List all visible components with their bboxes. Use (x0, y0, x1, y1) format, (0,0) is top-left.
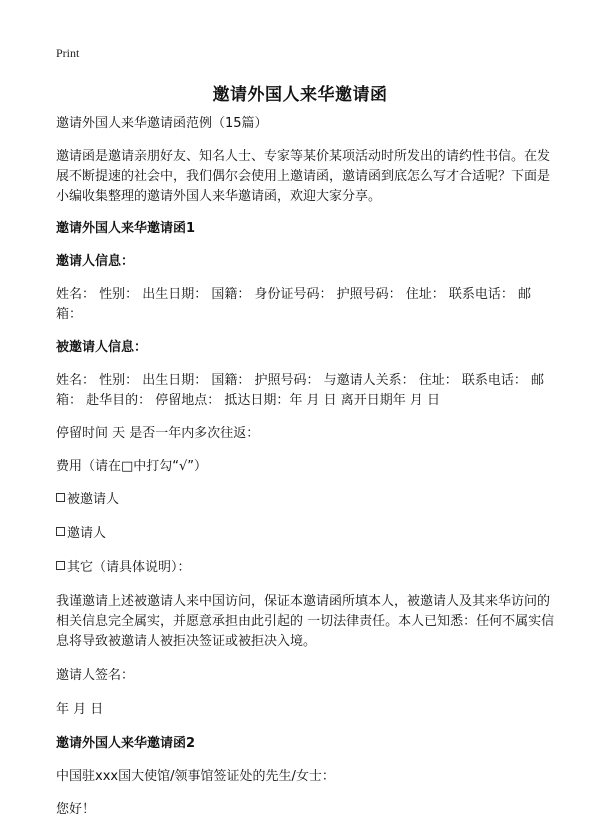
inviter-info-fields: 姓名： 性别： 出生日期： 国籍： 身份证号码： 护照号码： 住址： 联系电话： 邮箱： (56, 287, 532, 322)
section-heading-1: 邀请外国人来华邀请函1 (56, 221, 196, 236)
intro-paragraph: 邀请函是邀请亲朋好友、知名人士、专家等某价某项活动时所发出的请约性书信。在发展不断提速的社会中，我们偶尔会使用上邀请函，邀请函到底怎么写才合适呢？下面是小编收集整理的邀请外国人来华邀请函，欢迎大家分享。 (56, 149, 551, 204)
invitee-info-label: 被邀请人信息： (56, 340, 148, 355)
signature-line: 邀请人签名： (56, 668, 135, 683)
stay-duration-line: 停留时间 天 是否一年内多次往返： (56, 426, 260, 441)
fee-line: 费用（请在□中打勾“√”） (56, 459, 208, 474)
document-subtitle: 邀请外国人来华邀请函范例（15篇） (56, 116, 268, 131)
document-body (56, 114, 556, 833)
document-title: 邀请外国人来华邀请函 (212, 85, 388, 105)
invitee-info-fields: 姓名： 性别： 出生日期： 国籍： 护照号码： 与邀请人关系： 住址： 联系电话： 邮箱： 赴华目的： 停留地点： 抵达日期：年 月 日 离开日期年 月 日 (56, 373, 545, 408)
checkbox-icon (56, 561, 65, 570)
section-heading-2: 邀请外国人来华邀请函2 (56, 736, 196, 751)
inviter-info-label: 邀请人信息： (56, 254, 135, 269)
declaration-paragraph: 我谨邀请上述被邀请人来中国访问，保证本邀请函所填本人，被邀请人及其来华访问的相关信息完全属实，并愿意承担由此引起的 一切法律责任。本人已知悉：任何不属实信息将导致被邀请人被拒决签证或被拒决入境。 (56, 594, 555, 649)
option-inviter-label: 邀请人 (67, 526, 107, 541)
salutation-line: 中国驻xxx国大使馆/领事馆签证处的先生/女士： (56, 769, 335, 784)
checkbox-icon (56, 493, 65, 502)
option-invitee (56, 490, 556, 510)
option-other-label: 其它（请具体说明）： (67, 560, 191, 575)
option-invitee-label: 被邀请人 (67, 492, 120, 507)
checkbox-icon (56, 527, 65, 536)
option-inviter (56, 524, 556, 544)
option-other (56, 558, 556, 578)
date-line: 年 月 日 (56, 702, 104, 717)
print-label[interactable]: Print (56, 46, 80, 60)
greeting-line: 您好！ (56, 802, 96, 817)
